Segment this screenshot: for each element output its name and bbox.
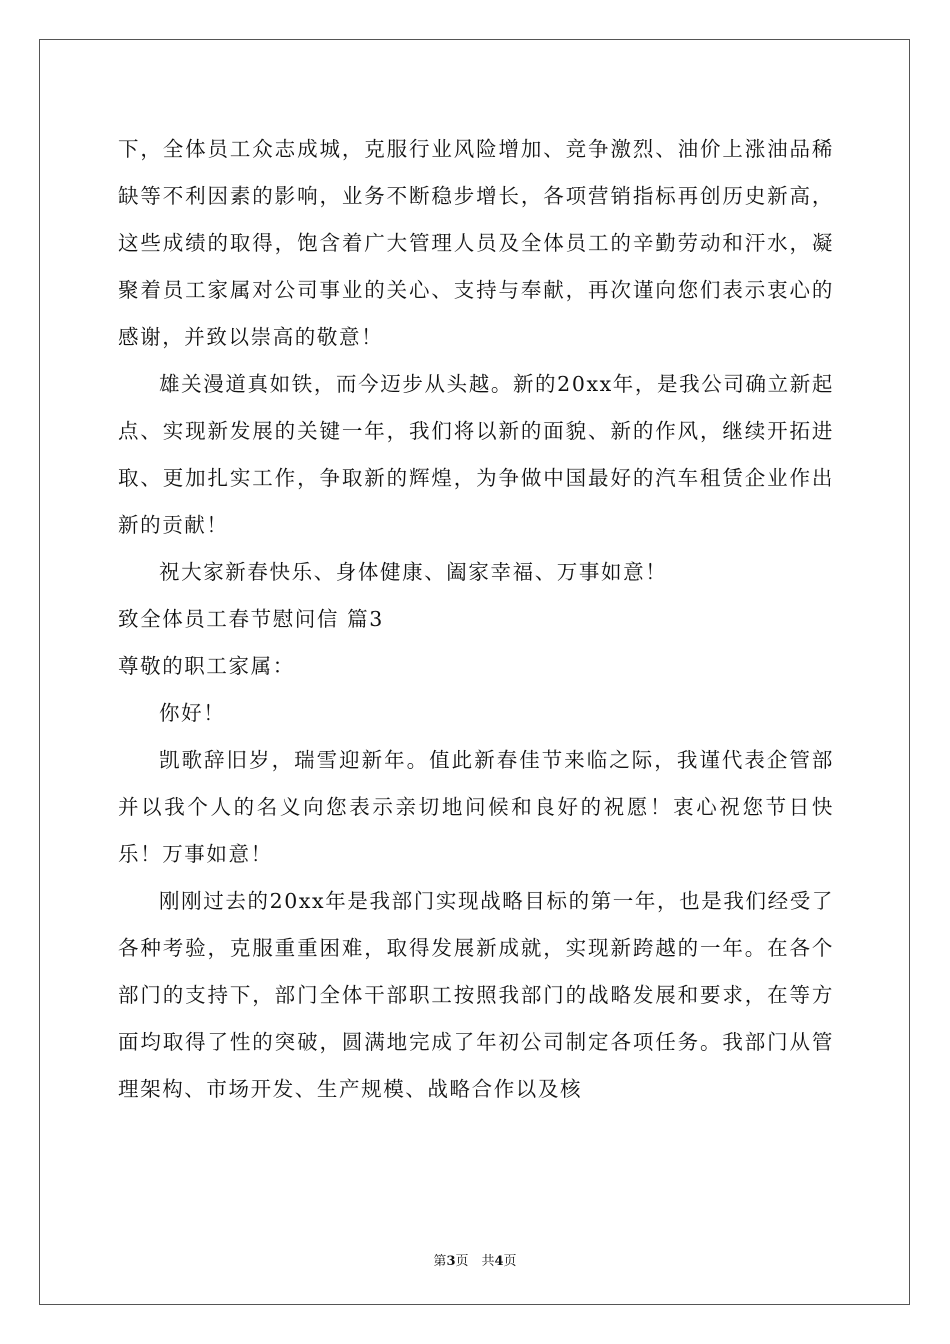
page-footer: [0, 1250, 950, 1269]
paragraph-continuation: 下，全体员工众志成城，克服行业风险增加、竞争激烈、油价上涨油品稀缺等不利因素的影响，业务不断稳步增长，各项营销指标再创历史新高，这些成绩的取得，饱含着广大管理人员及全体员工的辛勤劳动和汗水，凝聚着员工家属对公司事业的关心、支持与奉献，再次谨向您们表示衷心的感谢，并致以崇高的敬意！: [118, 137, 834, 349]
page-prefix: 第: [433, 1254, 447, 1269]
greeting: 你好！: [159, 701, 226, 725]
paragraph-new-year-goal: 雄关漫道真如铁，而今迈步从头越。新的20xx年，是我公司确立新起点、实现新发展的关键一年，我们将以新的面貌、新的作风，继续开拓进取、更加扎实工作，争取新的辉煌，为争做中国最好的汽车租赁企业作出新的贡献！: [118, 372, 834, 537]
section-heading: 致全体员工春节慰问信 篇3: [118, 607, 384, 631]
page-total: 4: [494, 1254, 504, 1269]
page-suffix: 页: [503, 1254, 517, 1269]
salutation: 尊敬的职工家属：: [118, 654, 295, 678]
paragraph-new-year-greeting: 凯歌辞旧岁，瑞雪迎新年。值此新春佳节来临之际，我谨代表企管部并以我个人的名义向您表示亲切地问候和良好的祝愿！衷心祝您节日快乐！万事如意！: [118, 748, 834, 866]
paragraph-wishes: 祝大家新春快乐、身体健康、阖家幸福、万事如意！: [159, 560, 668, 584]
page-mid: 页 共: [455, 1254, 495, 1269]
paragraph-year-review: 刚刚过去的20xx年是我部门实现战略目标的第一年，也是我们经受了各种考验，克服重重困难，取得发展新成就，实现新跨越的一年。在各个部门的支持下，部门全体干部职工按照我部门的战略发展和要求，在等方面均取得了性的突破，圆满地完成了年初公司制定各项任务。我部门从管理架构、市场开发、生产规模、战略合作以及核: [118, 889, 834, 1101]
document-body: [118, 126, 834, 1113]
page-current: 3: [446, 1254, 456, 1269]
